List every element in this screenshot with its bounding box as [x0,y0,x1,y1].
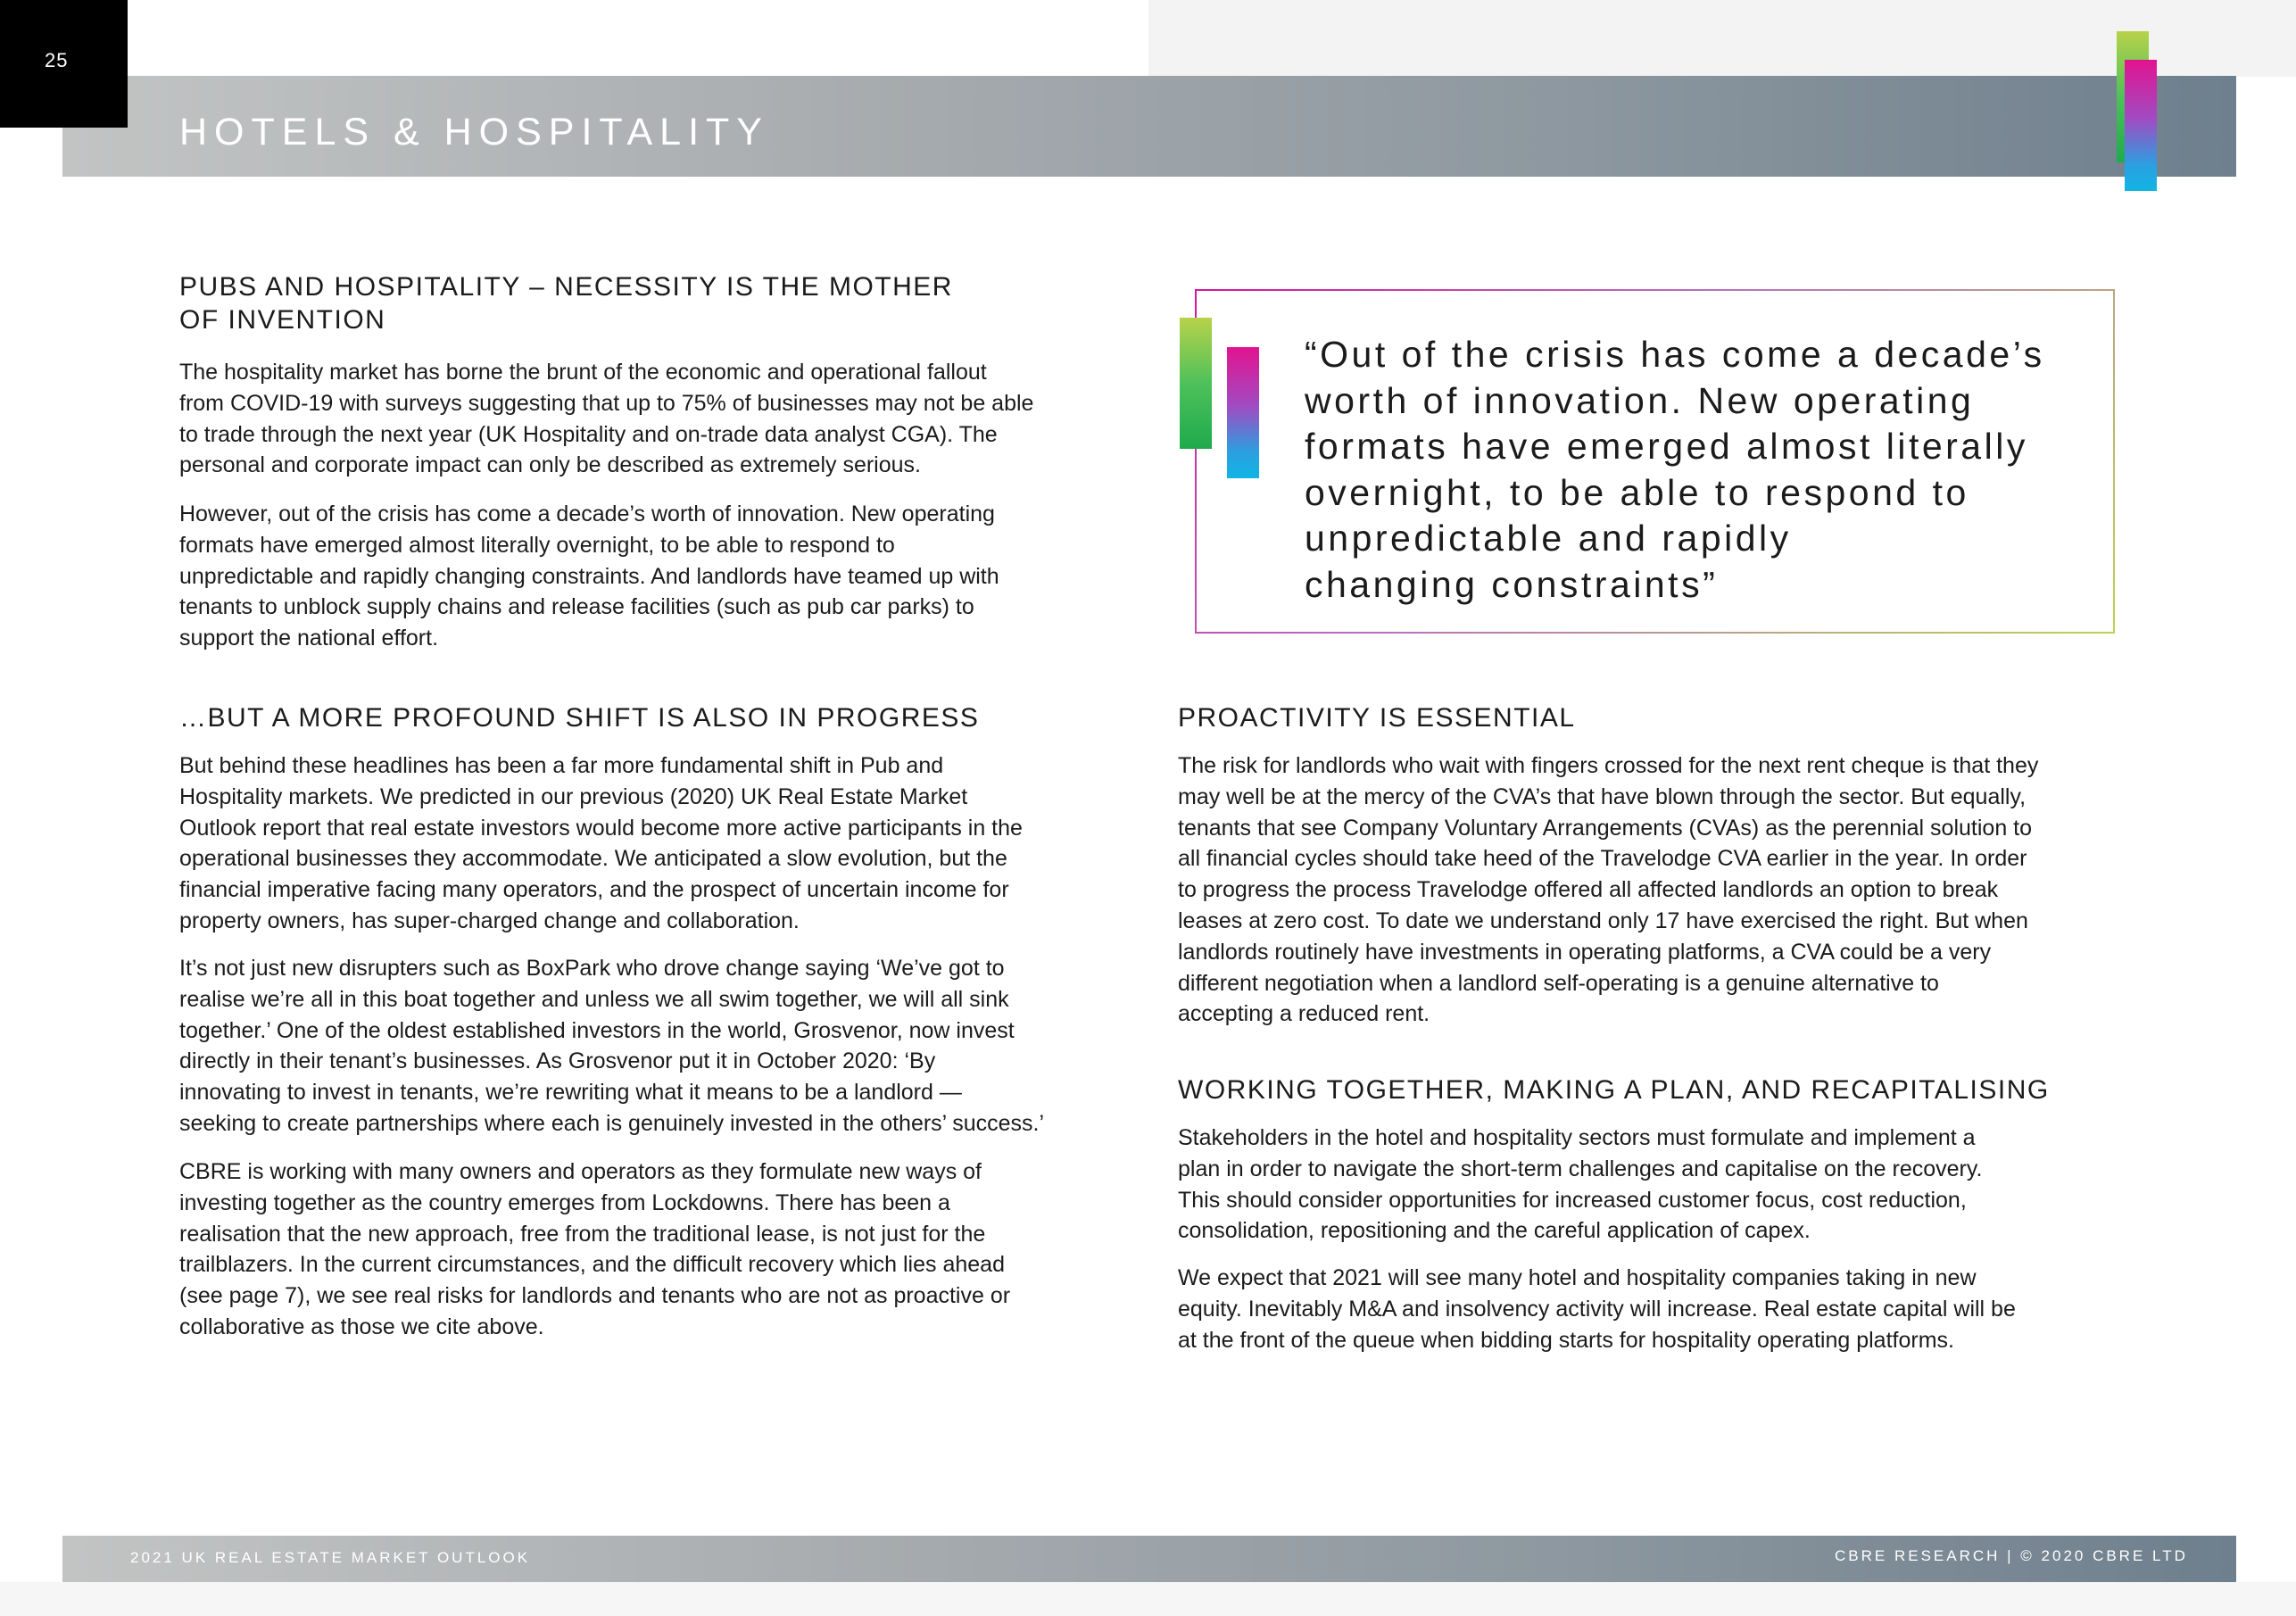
page-title: HOTELS & HOSPITALITY [179,111,769,153]
paragraph-cbre-working: CBRE is working with many owners and operators as they formulate new ways of investing together as the country emerges from Lockdowns. There has been a realisation that the new approach, free from the traditional lease, is not just for the trailblazers. In the current circumstances, and the difficult recovery which lies ahead (see page 7), we see real risks for landlords and tenants who are not as proactive or collaborative as those we cite above. [179,1159,1011,1339]
quote-bar-green-icon [1180,318,1212,449]
paragraph-new-disrupters: It’s not just new disrupters such as BoxPark who drove change saying ‘We’ve got to realise we’re all in this boat together and unless we all swim together, we will all sink together.’ One of the oldest established investors in the world, Grosvenor, now invest directly in their tenant’s businesses. As Grosvenor put it in October 2020: ‘By innovating to invest in tenants, we’re rewriting what it means to be a landlord — seeking to create partnerships where each is genuinely invested in the others’ success.’ [179,956,1045,1136]
section-heading-proactivity: PROACTIVITY IS ESSENTIAL [1178,703,1576,733]
section-heading-pubs: PUBS AND HOSPITALITY – NECESSITY IS THE MOTHER OF INVENTION [179,272,953,335]
paragraph-stakeholders: Stakeholders in the hotel and hospitality sectors must formulate and implement a plan in order to navigate the short-term challenges and capitalise on the recovery. This should consider opportunities for increased customer focus, cost reduction, consolidation, repositioning and the careful application of capex. [1178,1125,1983,1244]
quote-bar-gradient-icon [1227,347,1259,478]
paragraph-decade-innovation: However, out of the crisis has come a decade’s worth of innovation. New operating formats have emerged almost literally overnight, to be able to respond to unpredictable and rapidly changing constraints. And landlords have teamed up with tenants to unblock supply chains and release facilities (such as pub car parks) to support the national effort. [179,501,999,651]
section-heading-working-together: WORKING TOGETHER, MAKING A PLAN, AND RECAPITALISING [1178,1075,2050,1105]
footer-copyright: CBRE RESEARCH | © 2020 CBRE LTD [1835,1547,2188,1564]
paragraph-hospitality-market: The hospitality market has borne the brunt of the economic and operational fallout from COVID-19 with surveys suggesting that up to 75% of businesses may not be able to trade through the next year (UK Hospitality and on-trade data analyst CGA). The personal and corporate impact can only be described as extremely serious. [179,360,1034,478]
page-number: 25 [45,49,69,71]
footer-grey-strip [0,1582,2296,1616]
paragraph-fundamental-shift: But behind these headlines has been a far more fundamental shift in Pub and Hospitality markets. We predicted in our previous (2020) UK Real Estate Market Outlook report that real estate investors would become more active participants in the operational businesses they accommodate. We anticipated a slow evolution, but the financial imperative facing many operators, and the prospect of uncertain income for property owners, has super-charged change and collaboration. [179,753,1023,933]
paragraph-risk-landlords: The risk for landlords who wait with fingers crossed for the next rent cheque is that they may well be at the mercy of the CVA’s that have blown through the sector. But equally, tenants that see Company Voluntary Arrangements (CVAs) as the perennial solution to all financial cycles should take heed of the Travelodge CVA earlier in the year. In order to progress the process Travelodge offered all affected landlords an option to break leases at zero cost. To date we understand only 17 have exercised the right. But when landlords routinely have investments in operating platforms, a CVA could be a very different negotiation when a landlord self-operating is a genuine alternative to accepting a reduced rent. [1178,753,2039,1027]
section-heading-profound-shift: …BUT A MORE PROFOUND SHIFT IS ALSO IN PROGRESS [179,703,980,733]
brand-bar-gradient-icon [2125,60,2157,191]
pull-quote-text: “Out of the crisis has come a decade’s worth of innovation. New operating formats have emerged almost literally overnight, to be able to respond to unpredictable and rapidly changing constraints” [1305,334,2045,605]
paragraph-expect-2021: We expect that 2021 will see many hotel and hospitality companies taking in new equity. Inevitably M&A and insolvency activity will increase. Real estate capital will be at the front of the queue when bidding starts for hospitality operating platforms. [1178,1265,2016,1353]
footer-report-title: 2021 UK REAL ESTATE MARKET OUTLOOK [130,1549,531,1566]
